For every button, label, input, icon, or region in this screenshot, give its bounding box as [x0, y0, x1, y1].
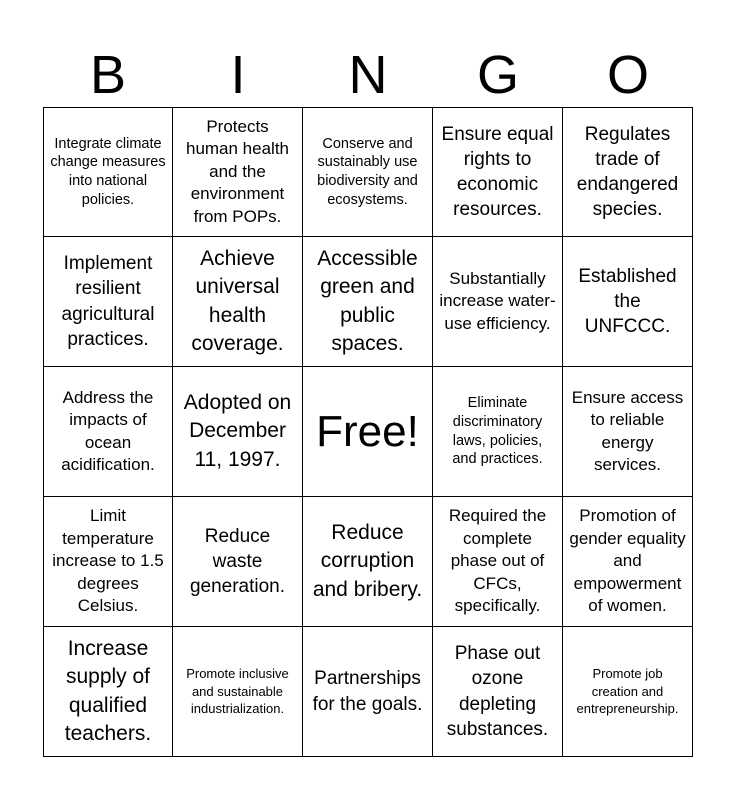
cell-text: Eliminate discriminatory laws, policies, and practices.	[452, 395, 543, 468]
cell-text: Accessible green and public spaces.	[317, 247, 418, 355]
bingo-cell[interactable]	[303, 237, 433, 367]
bingo-cell[interactable]	[433, 107, 563, 237]
bingo-cell[interactable]	[433, 627, 563, 757]
bingo-cell[interactable]	[433, 367, 563, 497]
cell-text: Partnerships for the goals.	[312, 668, 423, 715]
bingo-cell[interactable]	[173, 497, 303, 627]
cell-text: Achieve universal health coverage.	[191, 247, 284, 355]
cell-text: Protects human health and the environment from POPs.	[185, 116, 290, 226]
bingo-cell[interactable]	[563, 107, 693, 237]
cell-text: Ensure equal rights to economic resources.	[441, 123, 554, 221]
cell-text: Promotion of gender equality and empowerment of women.	[569, 506, 686, 616]
cell-text: Phase out ozone depleting substances.	[446, 643, 549, 740]
cell-text: Promote inclusive and sustainable industrialization.	[186, 666, 289, 717]
bingo-cell[interactable]	[173, 627, 303, 757]
free-space-text: Free!	[316, 406, 419, 456]
bingo-board	[43, 107, 693, 757]
header-letter-i: I	[230, 45, 246, 105]
bingo-cell[interactable]	[43, 497, 173, 627]
bingo-header	[43, 44, 693, 106]
bingo-cell[interactable]	[563, 497, 693, 627]
header-letter-o: O	[606, 45, 649, 105]
bingo-cell[interactable]	[563, 237, 693, 367]
cell-text: Regulates trade of endangered species.	[576, 123, 679, 221]
bingo-cell[interactable]	[563, 367, 693, 497]
header-letter-n: N	[348, 45, 388, 105]
bingo-cell[interactable]	[433, 237, 563, 367]
free-space[interactable]	[303, 367, 433, 497]
bingo-cell[interactable]	[563, 627, 693, 757]
cell-text: Reduce corruption and bribery.	[312, 521, 423, 601]
cell-text: Ensure access to reliable energy services.	[571, 387, 684, 474]
bingo-cell[interactable]	[173, 367, 303, 497]
cell-text: Address the impacts of ocean acidification.	[61, 387, 155, 474]
bingo-cell[interactable]	[303, 627, 433, 757]
cell-text: Promote job creation and entrepreneurship.	[576, 666, 679, 717]
header-letter-b: B	[89, 45, 127, 105]
bingo-cell[interactable]	[433, 497, 563, 627]
header-letter-g: G	[476, 45, 519, 105]
cell-text: Implement resilient agricultural practices.	[61, 253, 155, 350]
bingo-cell[interactable]	[43, 367, 173, 497]
cell-text: Reduce waste generation.	[189, 525, 286, 598]
cell-text: Substantially increase water-use efficiency.	[439, 268, 556, 333]
cell-text: Limit temperature increase to 1.5 degrees Celsius.	[52, 506, 164, 616]
cell-text: Integrate climate change measures into national policies.	[50, 135, 166, 208]
cell-text: Increase supply of qualified teachers.	[64, 637, 152, 745]
bingo-cell[interactable]	[173, 107, 303, 237]
bingo-cell[interactable]	[43, 627, 173, 757]
cell-text: Adopted on December 11, 1997.	[183, 391, 292, 471]
cell-text: Required the complete phase out of CFCs, specifically.	[448, 506, 547, 616]
cell-text: Conserve and sustainably use biodiversity and ecosystems.	[317, 135, 418, 208]
bingo-cell[interactable]	[303, 497, 433, 627]
bingo-cell[interactable]	[303, 107, 433, 237]
bingo-cell[interactable]	[173, 237, 303, 367]
bingo-cell[interactable]	[43, 237, 173, 367]
bingo-cell[interactable]	[43, 107, 173, 237]
cell-text: Established the UNFCCC.	[578, 265, 677, 338]
